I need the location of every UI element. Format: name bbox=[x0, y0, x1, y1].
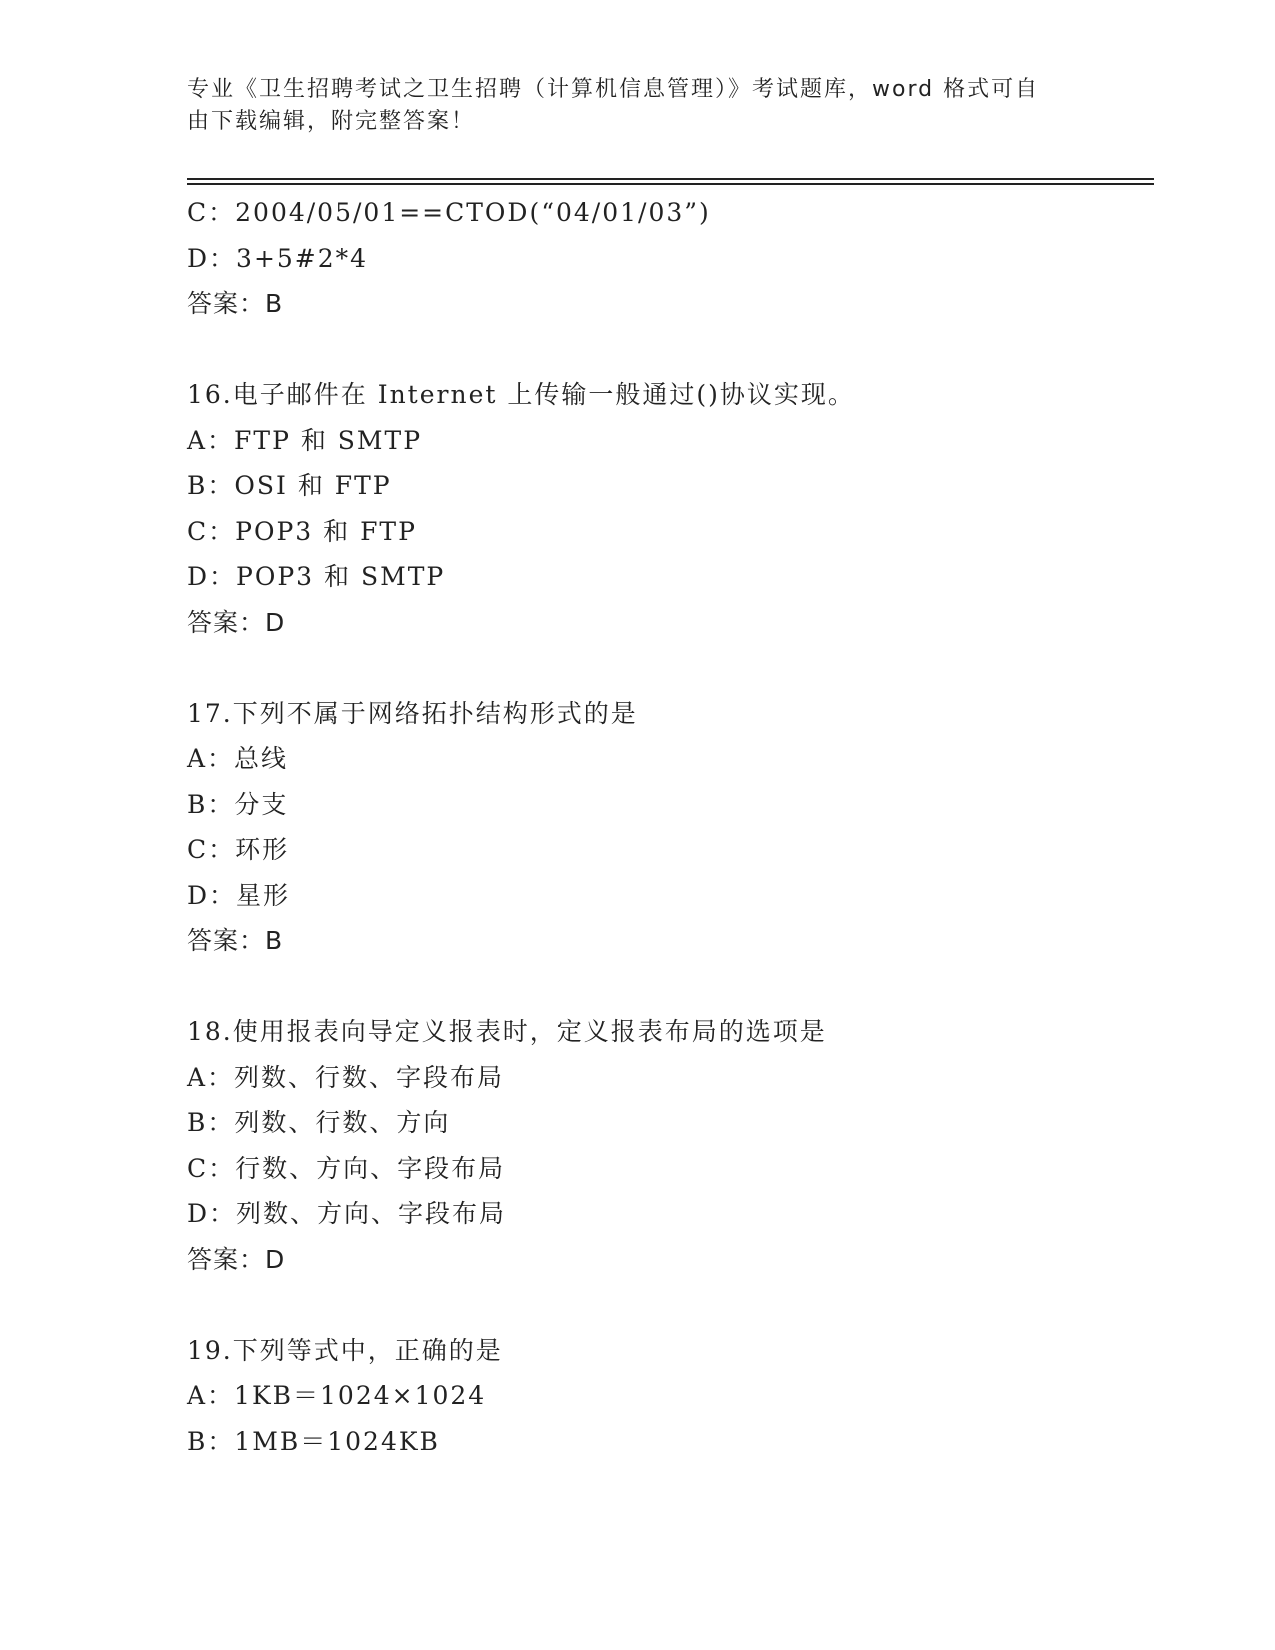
option-a: A：1KB＝1024×1024 bbox=[187, 1381, 487, 1410]
question-19 bbox=[187, 1328, 1147, 1465]
option-b: B：OSI 和 FTP bbox=[187, 471, 392, 500]
option-c: C：POP3 和 FTP bbox=[187, 516, 417, 546]
question-list bbox=[187, 190, 1147, 1464]
option-d: D：3+5#2*4 bbox=[187, 243, 369, 273]
option-a: A：FTP 和 SMTP bbox=[187, 425, 423, 455]
spacer bbox=[187, 964, 1147, 1010]
question-17 bbox=[187, 691, 1147, 964]
question-stem: 17.下列不属于网络拓扑结构形式的是 bbox=[187, 698, 638, 728]
question-stem: 16.电子邮件在 Internet 上传输一般通过()协议实现。 bbox=[187, 380, 855, 409]
option-b: B：列数、行数、方向 bbox=[187, 1108, 451, 1137]
option-c: C：2004/05/01==CTOD(“04/01/03”) bbox=[187, 198, 711, 227]
answer: 答案：B bbox=[187, 289, 284, 318]
question-16 bbox=[187, 372, 1147, 645]
option-b: B：分支 bbox=[187, 789, 289, 819]
header-divider-bottom bbox=[187, 183, 1154, 185]
question-18 bbox=[187, 1009, 1147, 1282]
option-d: D：星形 bbox=[187, 880, 291, 910]
question-stem: 19.下列等式中，正确的是 bbox=[187, 1335, 503, 1365]
spacer bbox=[187, 645, 1147, 691]
option-b: B：1MB＝1024KB bbox=[187, 1426, 440, 1456]
header-line-1: 专业《卫生招聘考试之卫生招聘（计算机信息管理）》考试题库，word 格式可自 bbox=[187, 77, 1040, 102]
document-header bbox=[187, 74, 1087, 138]
option-d: D：POP3 和 SMTP bbox=[187, 562, 446, 591]
answer: 答案：D bbox=[187, 607, 286, 637]
option-c: C：行数、方向、字段布局 bbox=[187, 1153, 506, 1183]
question-stem: 18.使用报表向导定义报表时，定义报表布局的选项是 bbox=[187, 1017, 827, 1046]
option-a: A：总线 bbox=[187, 744, 289, 773]
header-divider-top bbox=[187, 178, 1154, 180]
answer: 答案：B bbox=[187, 926, 284, 955]
option-d: D：列数、方向、字段布局 bbox=[187, 1199, 507, 1228]
option-c: C：环形 bbox=[187, 835, 290, 864]
answer: 答案：D bbox=[187, 1244, 286, 1274]
option-a: A：列数、行数、字段布局 bbox=[187, 1062, 505, 1092]
question-15-continued bbox=[187, 190, 1147, 327]
spacer bbox=[187, 1282, 1147, 1328]
header-line-2: 由下载编辑，附完整答案！ bbox=[187, 109, 476, 134]
spacer bbox=[187, 327, 1147, 373]
